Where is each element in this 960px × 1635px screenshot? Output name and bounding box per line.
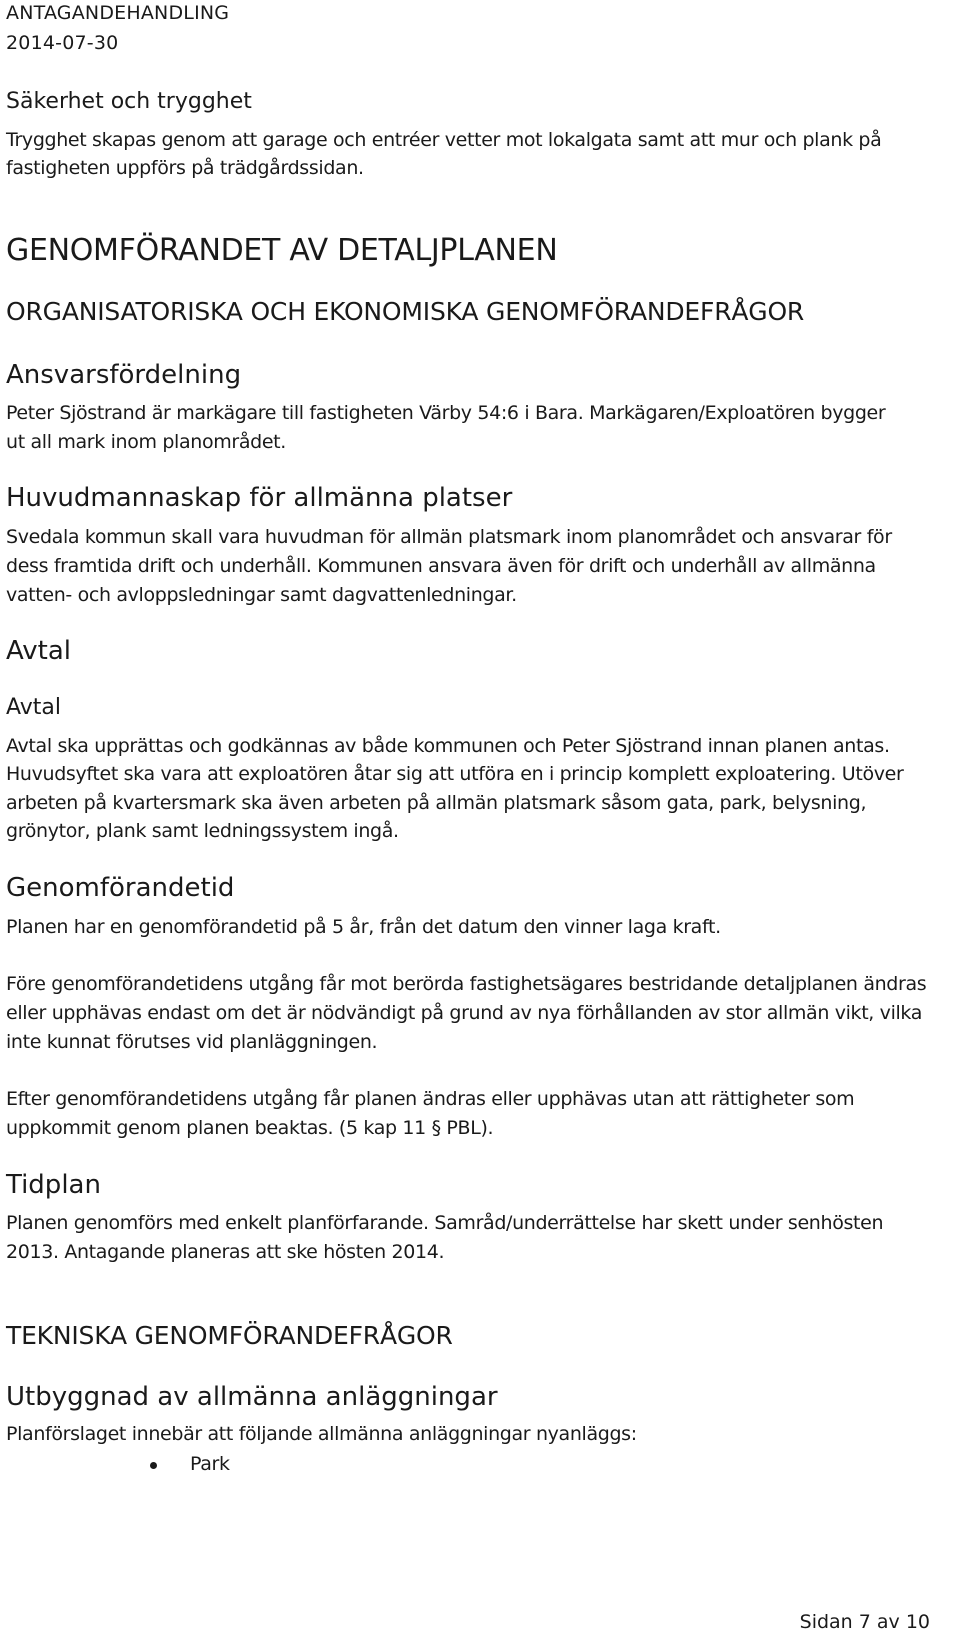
heading-ansvarsfordelning: Ansvarsfördelning [6,360,242,390]
paragraph-genomforandetid-3-line-1: Efter genomförandetidens utgång får planen ändras eller upphävas utan att rättigheter som [6,1088,855,1110]
paragraph-huvudmannaskap-line-2: dess framtida drift och underhåll. Kommunen ansvara även för drift och underhåll av allmänna [6,555,876,577]
heading-organisatoriska: ORGANISATORISKA OCH EKONOMISKA GENOMFÖRANDEFRÅGOR [6,297,805,326]
paragraph-avtal-line-1: Avtal ska upprättas och godkännas av både kommunen och Peter Sjöstrand innan planen antas. [6,735,890,757]
heading-genomforandet: GENOMFÖRANDET AV DETALJPLANEN [6,233,558,268]
paragraph-avtal-line-4: grönytor, plank samt ledningssystem ingå. [6,820,399,842]
paragraph-huvudmannaskap-line-3: vatten- och avloppsledningar samt dagvattenledningar. [6,584,517,606]
bullet-icon [150,1462,157,1469]
paragraph-genomforandetid-1: Planen har en genomförandetid på 5 år, från det datum den vinner laga kraft. [6,916,721,938]
paragraph-ansvar-line-1: Peter Sjöstrand är markägare till fastigheten Värby 54:6 i Bara. Markägaren/Exploatören bygger [6,402,886,424]
subheading-avtal: Avtal [6,695,61,720]
heading-avtal: Avtal [6,636,71,666]
heading-tidplan: Tidplan [6,1170,101,1200]
paragraph-ansvar-line-2: ut all mark inom planområdet. [6,431,286,453]
document-type-label: ANTAGANDEHANDLING [6,2,230,24]
heading-sakerhet: Säkerhet och trygghet [6,89,252,114]
paragraph-genomforandetid-3-line-2: uppkommit genom planen beaktas. (5 kap 11 § PBL). [6,1117,494,1139]
paragraph-avtal-line-3: arbeten på kvartersmark ska även arbeten på allmän platsmark såsom gata, park, belysning, [6,792,867,814]
paragraph-avtal-line-2: Huvudsyftet ska vara att exploatören åtar sig att utföra en i princip komplett exploatering. Utöver [6,763,904,785]
page-number: Sidan 7 av 10 [799,1611,930,1633]
heading-tekniska: TEKNISKA GENOMFÖRANDEFRÅGOR [6,1321,453,1350]
paragraph-tidplan-line-1: Planen genomförs med enkelt planförfarande. Samråd/underrättelse har skett under senhösten [6,1212,884,1234]
paragraph-genomforandetid-2-line-2: eller upphävas endast om det är nödvändigt på grund av nya förhållanden av stor allmän vikt, vilka [6,1002,923,1024]
paragraph-genomforandetid-2-line-1: Före genomförandetidens utgång får mot berörda fastighetsägares bestridande detaljplanen ändras [6,973,927,995]
paragraph-genomforandetid-2-line-3: inte kunnat förutses vid planläggningen. [6,1031,378,1053]
heading-utbyggnad: Utbyggnad av allmänna anläggningar [6,1382,498,1412]
document-date: 2014-07-30 [6,32,119,54]
heading-huvudmannaskap: Huvudmannaskap för allmänna platser [6,483,513,513]
paragraph-sakerhet-line-2: fastigheten uppförs på trädgårdssidan. [6,157,364,179]
paragraph-sakerhet-line-1: Trygghet skapas genom att garage och entréer vetter mot lokalgata samt att mur och plank på [6,129,882,151]
paragraph-utbyggnad-intro: Planförslaget innebär att följande allmänna anläggningar nyanläggs: [6,1423,637,1445]
list-item-label: Park [190,1453,230,1475]
paragraph-huvudmannaskap-line-1: Svedala kommun skall vara huvudman för allmän platsmark inom planområdet och ansvarar för [6,526,892,548]
heading-genomforandetid: Genomförandetid [6,873,235,903]
paragraph-tidplan-line-2: 2013. Antagande planeras att ske hösten 2014. [6,1241,445,1263]
